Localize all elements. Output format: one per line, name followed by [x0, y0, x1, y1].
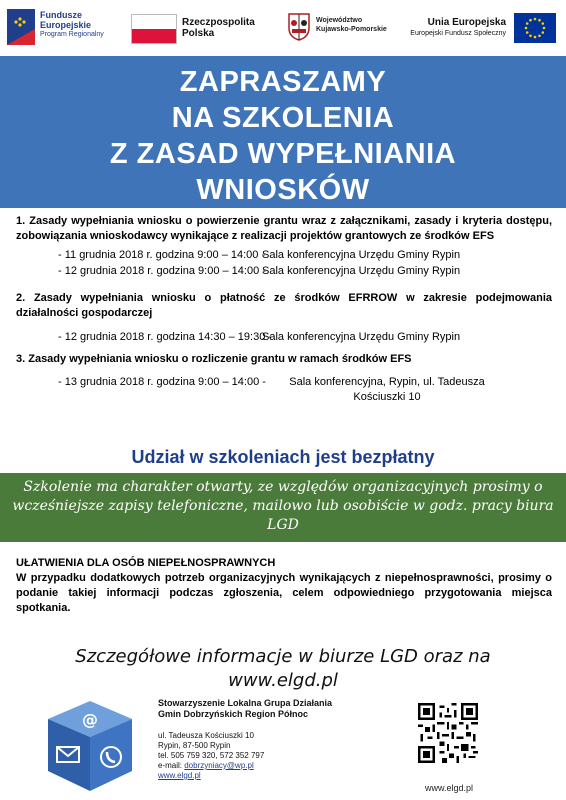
contact-cube-icon [40, 695, 140, 795]
training-date: - 13 grudnia 2018 r. godzina 9:00 – 14:00 - [58, 376, 266, 388]
accessibility-section [16, 556, 552, 616]
training-item [16, 291, 552, 346]
accessibility-title: UŁATWIENIA DLA OSÓB NIEPEŁNOSPRAWNYCH [16, 557, 276, 569]
training-date: - 12 grudnia 2018 r. godzina 14:30 – 19:30 - [58, 331, 273, 343]
kujawsko-pomorskie-label: Województwo Kujawsko-Pomorskie [316, 17, 387, 33]
phone-line: tel. 505 759 320, 572 352 797 [158, 751, 265, 760]
training-place: Sala konferencyjna Urzędu Gminy Rypin [262, 265, 461, 277]
accessibility-body: W przypadku dodatkowych potrzeb organizacyjnych wynikających z niepełnosprawności, prosimy o podanie takiej informacji podczas zgłoszenia, celem odpowiedniego przygotowania miejsca spotkania. [16, 572, 552, 614]
training-place: Sala konferencyjna Urzędu Gminy Rypin [262, 249, 461, 261]
polish-flag-icon [131, 14, 177, 44]
qr-code-icon [418, 703, 478, 763]
organization-name: Stowarzyszenie Lokalna Grupa Działania Gmin Dobrzyńskich Region Północ [158, 698, 333, 719]
training-date-row [16, 264, 552, 280]
training-item [16, 214, 552, 280]
training-date: - 11 grudnia 2018 r. godzina 9:00 – 14:00 - [58, 249, 266, 261]
fundusze-europejskie-label: Fundusze Europejskie Program Regionalny [40, 10, 104, 38]
eu-flag-icon [514, 13, 556, 43]
free-participation-heading: Udział w szkoleniach jest bezpłatny [131, 447, 435, 467]
address-line: ul. Tadeusza Kościuszki 10 [158, 731, 254, 740]
training-place: Sala konferencyjna Urzędu Gminy Rypin [262, 331, 461, 343]
fundusze-europejskie-logo-icon [7, 9, 35, 45]
email-line: e-mail: dobrzyniacy@wp.pl [158, 761, 254, 770]
unia-europejska-label: Unia Europejska Europejski Fundusz Społeczny [410, 17, 506, 37]
title-banner [0, 56, 566, 208]
rzeczpospolita-label: Rzeczpospolita Polska [182, 17, 255, 39]
website-link[interactable]: www.elgd.pl [228, 670, 338, 691]
training-title: 2. Zasady wypełniania wniosku o płatność ze środków EFRROW w zakresie podejmowania działalności gospodarczej [16, 292, 552, 319]
city-line: Rypin, 87-500 Rypin [158, 741, 231, 750]
open-training-box [0, 473, 566, 542]
kujawsko-pomorskie-coat-of-arms-icon [288, 13, 310, 41]
banner-title: ZAPRASZAMY NA SZKOLENIA Z ZASAD WYPEŁNIANIA WNIOSKÓW [109, 66, 457, 206]
website-link[interactable]: www.elgd.pl [158, 771, 201, 780]
details-info: Szczegółowe informacje w biurze LGD oraz na www.elgd.pl [0, 645, 566, 693]
qr-url-label: www.elgd.pl [424, 783, 474, 793]
training-place: Sala konferencyjna, Rypin, ul. Tadeusza Kościuszki 10 [289, 376, 485, 403]
training-date-row [16, 375, 552, 407]
open-training-text: Szkolenie ma charakter otwarty, ze względów organizacyjnych prosimy o wcześniejsze zapisy telefoniczne, mailowo lub osobiście w godz. pracy biura LGD [12, 479, 554, 533]
svg-text:@: @ [82, 710, 98, 729]
training-date-row [16, 330, 552, 346]
email-link[interactable]: dobrzyniacy@wp.pl [184, 761, 254, 770]
training-title: 1. Zasady wypełniania wniosku o powierzenie grantu wraz z załącznikami, zasady i kryteria dostępu, zobowiązania wnioskodawcy wynikające z realizacji projektów grantowych ze środków EFS [16, 215, 552, 242]
organization-contact [158, 731, 264, 781]
training-item [16, 352, 552, 407]
training-date: - 12 grudnia 2018 r. godzina 9:00 – 14:00 - [58, 265, 266, 277]
training-list [16, 214, 552, 407]
training-title: 3. Zasady wypełniania wniosku o rozliczenie grantu w ramach środków EFS [16, 353, 412, 365]
training-date-row [16, 248, 552, 264]
logo-strip [0, 0, 566, 56]
